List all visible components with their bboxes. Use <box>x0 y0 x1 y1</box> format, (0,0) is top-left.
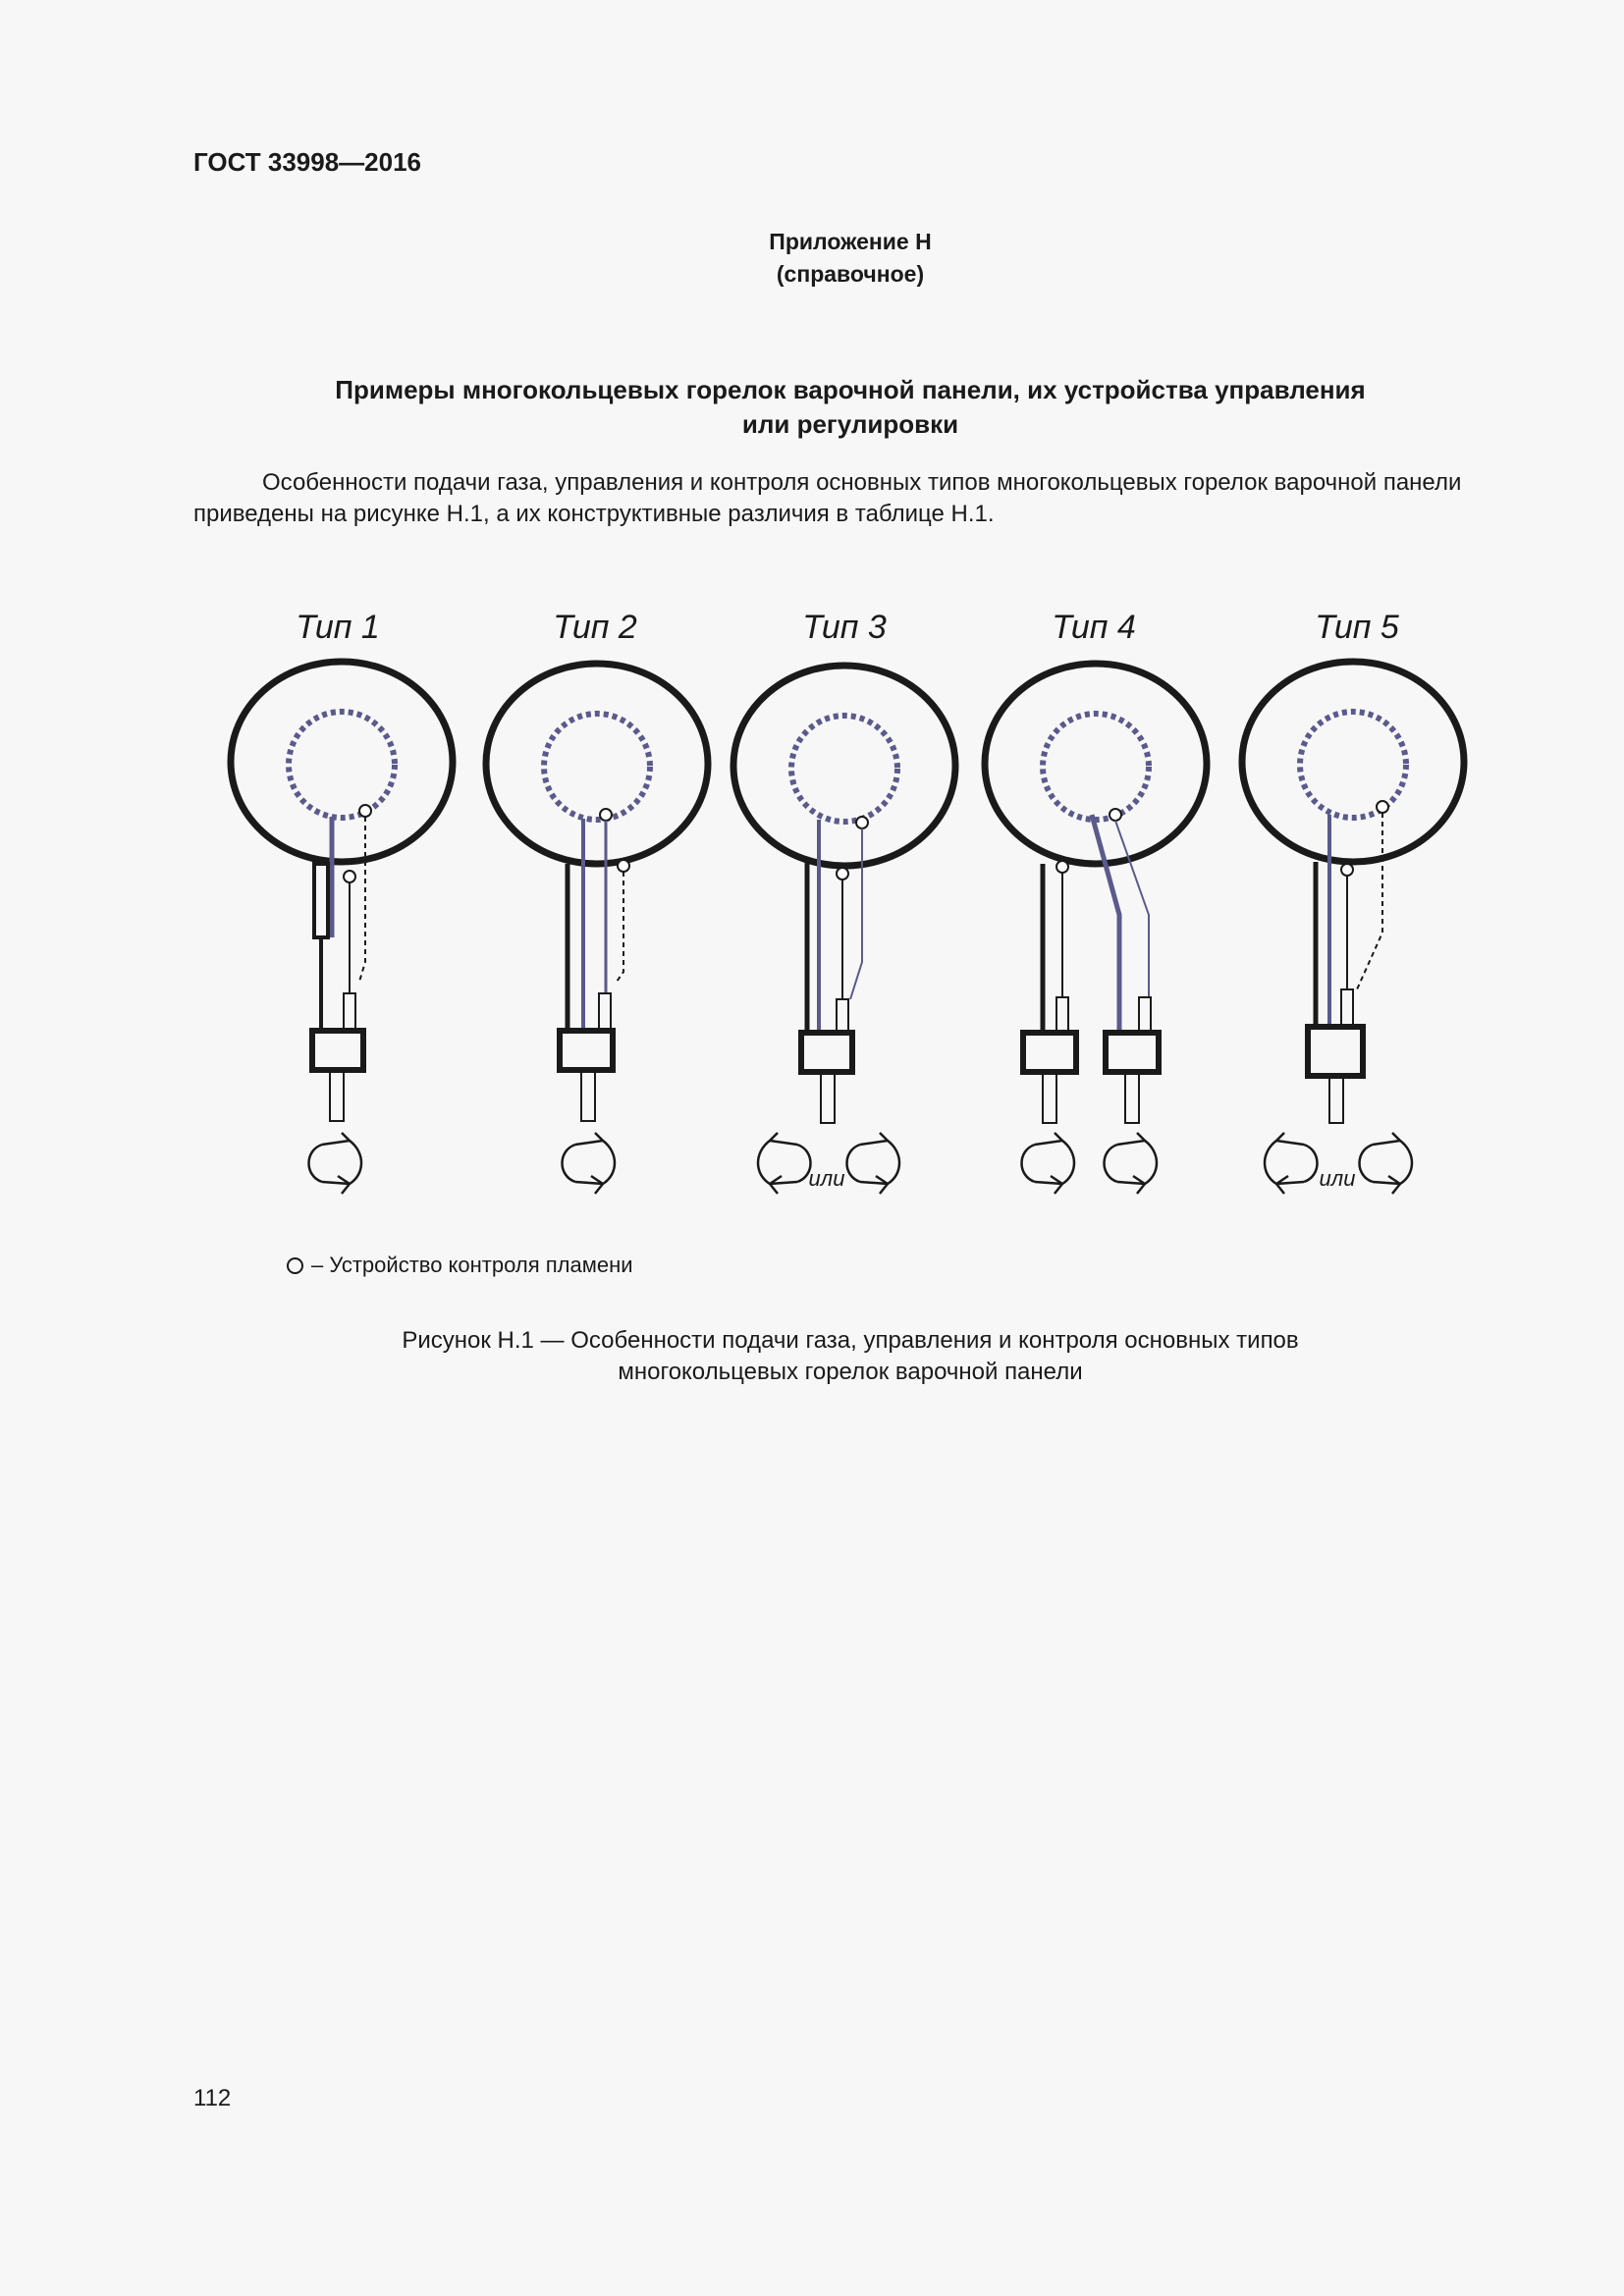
figure-caption <box>0 1325 1624 1388</box>
burner-type-5 <box>1242 609 1464 1194</box>
section-title <box>0 373 1624 442</box>
section-title-line-1: Примеры многокольцевых горелок варочной панели, их устройства управления <box>335 375 1366 404</box>
burner-type-3-label: Тип 3 <box>802 609 887 646</box>
rotation-arrow-ccw-icon <box>758 1133 811 1194</box>
rotation-arrow-cw-icon <box>1360 1133 1413 1194</box>
burner-type-5-label: Тип 5 <box>1315 609 1399 646</box>
burner-type-4-label: Тип 4 <box>1052 609 1136 646</box>
legend-text: – Устройство контроля пламени <box>311 1253 633 1277</box>
rotation-arrow-icon <box>1022 1133 1075 1194</box>
burner-type-1-label: Тип 1 <box>296 609 380 646</box>
rotation-arrow-icon <box>309 1133 362 1194</box>
page-number: 112 <box>193 2085 232 2111</box>
appendix-title: Приложение Н <box>769 229 932 254</box>
intro-paragraph: Особенности подачи газа, управления и контроля основных типов многокольцевых горелок варочной панели приведены на рисунке Н.1, а их конструктивные различия в таблице Н.1. <box>193 469 1462 527</box>
or-label: или <box>808 1166 845 1191</box>
burner-type-4 <box>985 609 1207 1194</box>
burner-type-1 <box>231 609 453 1194</box>
rotation-arrow-icon <box>563 1133 616 1194</box>
figure-caption-line-1: Рисунок Н.1 — Особенности подачи газа, управления и контроля основных типов <box>402 1327 1299 1354</box>
document-code: ГОСТ 33998—2016 <box>193 147 421 177</box>
figure-legend <box>287 1253 633 1278</box>
rotation-arrow-icon <box>1105 1133 1158 1194</box>
or-label: или <box>1319 1166 1356 1191</box>
section-title-line-2: или регулировки <box>741 409 959 439</box>
rotation-arrow-ccw-icon <box>1265 1133 1318 1194</box>
appendix-heading <box>0 226 1624 291</box>
burner-types-figure <box>0 589 1624 1237</box>
flame-control-device-icon <box>287 1257 303 1274</box>
figure-caption-line-2: многокольцевых горелок варочной панели <box>618 1359 1083 1385</box>
burner-type-2-label: Тип 2 <box>553 609 637 646</box>
appendix-subtitle: (справочное) <box>776 261 925 287</box>
burner-type-3 <box>733 609 955 1194</box>
burner-type-2 <box>486 609 708 1194</box>
rotation-arrow-cw-icon <box>847 1133 900 1194</box>
